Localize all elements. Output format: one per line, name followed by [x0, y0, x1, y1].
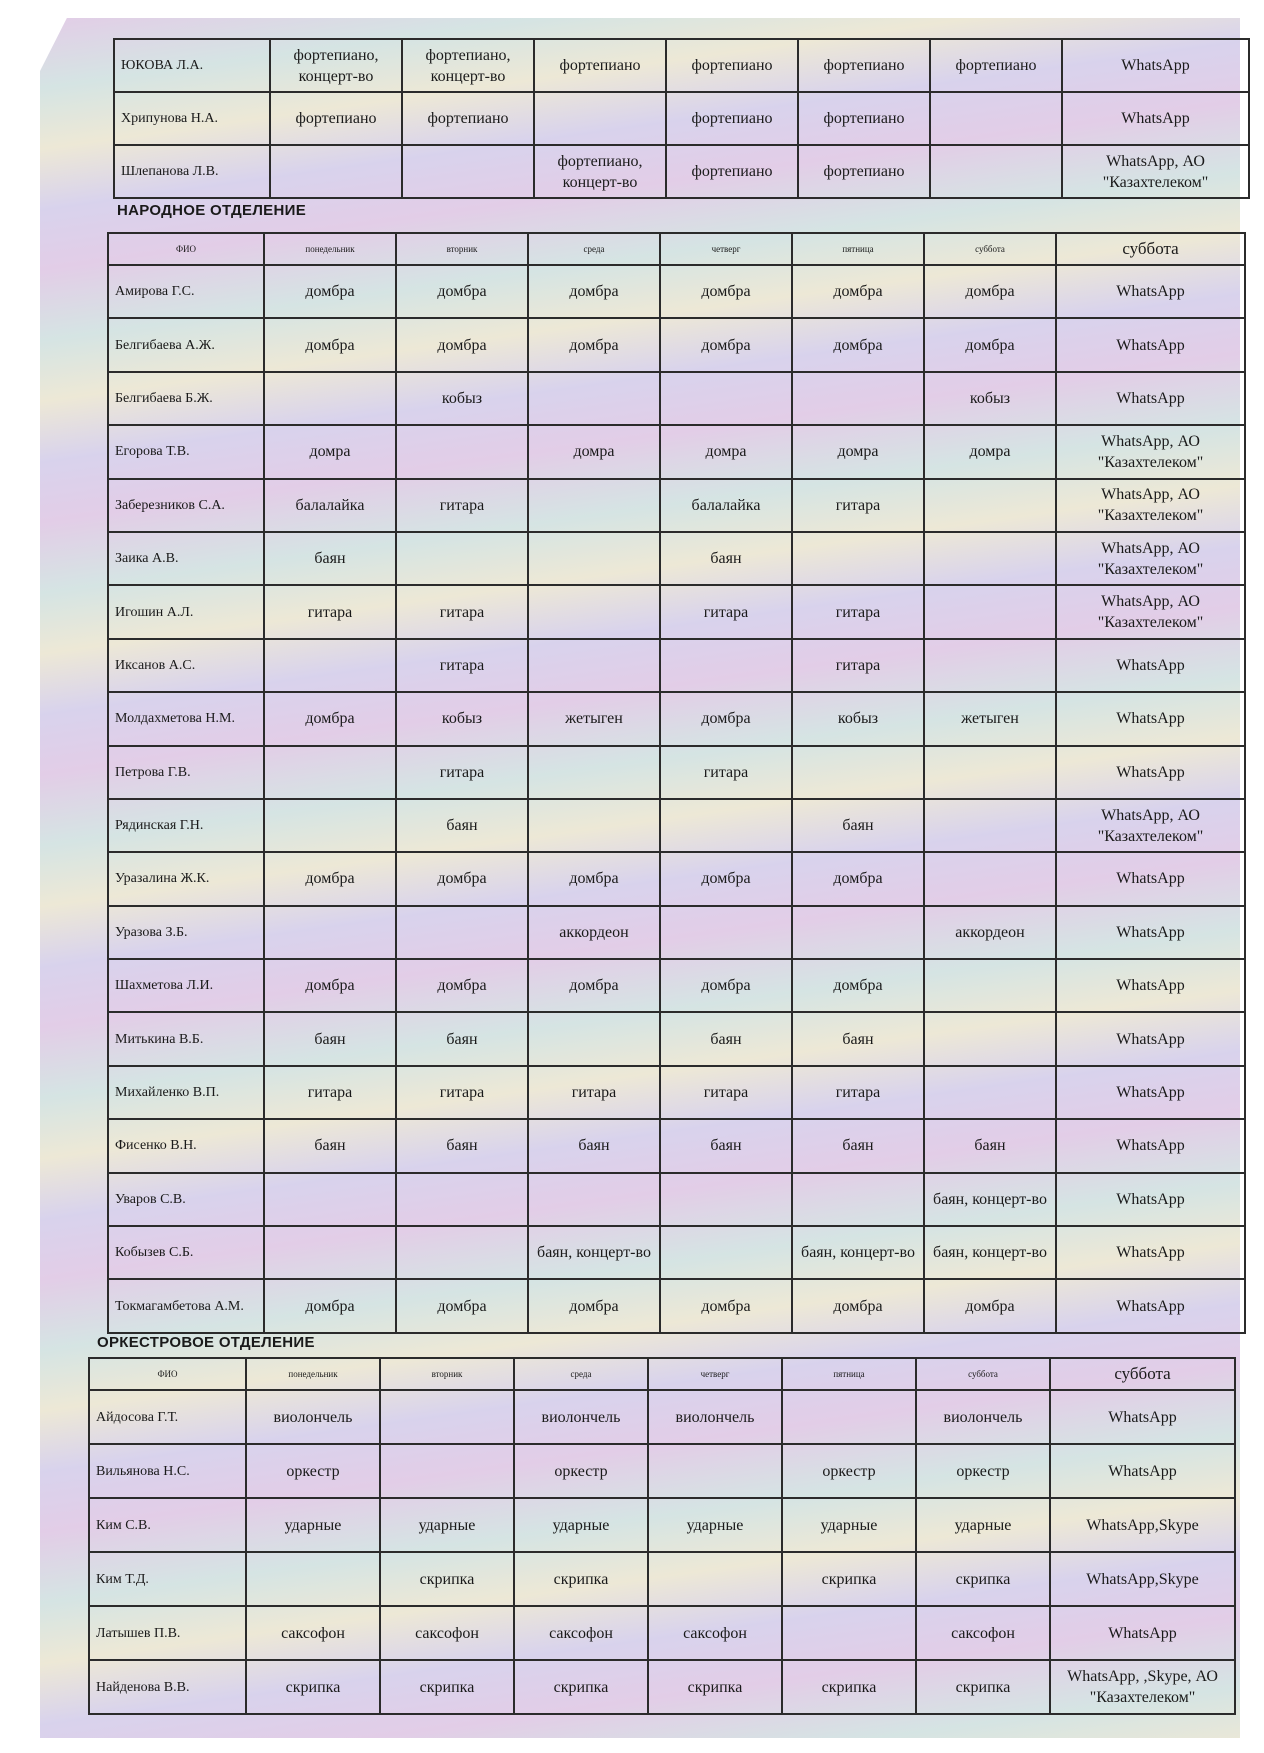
- schedule-cell: [924, 639, 1056, 692]
- schedule-cell: [396, 906, 528, 959]
- table-row: [108, 906, 1245, 959]
- schedule-cell: домбра: [660, 1279, 792, 1332]
- schedule-cell: гитара: [396, 1066, 528, 1119]
- schedule-cell: домбра: [264, 692, 396, 745]
- schedule-cell: домбра: [924, 1279, 1056, 1332]
- schedule-cell: [264, 1173, 396, 1226]
- platform-cell: WhatsApp, АО "Казахтелеком": [1056, 585, 1245, 638]
- schedule-cell: ударные: [246, 1498, 380, 1552]
- platform-cell: WhatsApp,Skype: [1050, 1552, 1235, 1606]
- schedule-cell: [528, 639, 660, 692]
- column-header: вторник: [396, 233, 528, 265]
- schedule-cell: домра: [924, 425, 1056, 478]
- schedule-cell: ударные: [648, 1498, 782, 1552]
- schedule-cell: [648, 1444, 782, 1498]
- table-row: [108, 318, 1245, 371]
- schedule-cell: ударные: [380, 1498, 514, 1552]
- schedule-cell: виолончель: [648, 1390, 782, 1444]
- schedule-cell: домбра: [660, 318, 792, 371]
- teacher-name-cell: Фисенко В.Н.: [108, 1119, 264, 1172]
- teacher-name-cell: Ким Т.Д.: [89, 1552, 246, 1606]
- schedule-cell: скрипка: [246, 1660, 380, 1714]
- teacher-name-cell: Петрова Г.В.: [108, 746, 264, 799]
- platform-cell: WhatsApp: [1056, 852, 1245, 905]
- teacher-name-cell: Шахметова Л.И.: [108, 959, 264, 1012]
- schedule-cell: оркестр: [782, 1444, 916, 1498]
- schedule-cell: виолончель: [514, 1390, 648, 1444]
- schedule-cell: баян, концерт-во: [792, 1226, 924, 1279]
- schedule-cell: [528, 1173, 660, 1226]
- table-row: [114, 92, 1249, 145]
- teacher-name-cell: Заика А.В.: [108, 532, 264, 585]
- table-row: [108, 425, 1245, 478]
- column-header: понедельник: [246, 1358, 380, 1390]
- schedule-cell: [792, 532, 924, 585]
- schedule-cell: [264, 906, 396, 959]
- schedule-cell: гитара: [660, 746, 792, 799]
- column-header: пятница: [792, 233, 924, 265]
- table-row: [114, 145, 1249, 198]
- schedule-cell: [528, 1012, 660, 1065]
- schedule-cell: домра: [792, 425, 924, 478]
- table-row: [108, 1066, 1245, 1119]
- schedule-cell: кобыз: [396, 372, 528, 425]
- schedule-cell: домбра: [792, 959, 924, 1012]
- schedule-cell: кобыз: [792, 692, 924, 745]
- schedule-cell: гитара: [792, 1066, 924, 1119]
- teacher-name-cell: Заберезников С.А.: [108, 479, 264, 532]
- schedule-cell: жетыген: [924, 692, 1056, 745]
- platform-cell: WhatsApp: [1056, 1226, 1245, 1279]
- schedule-cell: домбра: [396, 318, 528, 371]
- schedule-cell: [528, 479, 660, 532]
- schedule-cell: домбра: [792, 265, 924, 318]
- schedule-cell: домбра: [264, 959, 396, 1012]
- column-header: среда: [514, 1358, 648, 1390]
- schedule-cell: домра: [528, 425, 660, 478]
- table-row: [108, 585, 1245, 638]
- column-header: суббота: [924, 233, 1056, 265]
- schedule-cell: [264, 746, 396, 799]
- schedule-cell: [930, 92, 1062, 145]
- schedule-cell: [792, 746, 924, 799]
- teacher-name-cell: Вильянова Н.С.: [89, 1444, 246, 1498]
- schedule-cell: [396, 425, 528, 478]
- column-header: ФИО: [108, 233, 264, 265]
- schedule-cell: домбра: [396, 1279, 528, 1332]
- schedule-cell: домбра: [660, 852, 792, 905]
- schedule-cell: фортепиано: [666, 92, 798, 145]
- platform-cell: WhatsApp: [1062, 92, 1249, 145]
- table-row: [108, 799, 1245, 852]
- schedule-cell: [264, 1226, 396, 1279]
- schedule-cell: [924, 1066, 1056, 1119]
- platform-cell: WhatsApp: [1050, 1444, 1235, 1498]
- schedule-cell: [660, 799, 792, 852]
- teacher-name-cell: Егорова Т.В.: [108, 425, 264, 478]
- teacher-name-cell: Амирова Г.С.: [108, 265, 264, 318]
- schedule-cell: [246, 1552, 380, 1606]
- teacher-name-cell: Уразалина Ж.К.: [108, 852, 264, 905]
- schedule-cell: жетыген: [528, 692, 660, 745]
- column-header: суббота: [1056, 233, 1245, 265]
- schedule-cell: домбра: [924, 318, 1056, 371]
- schedule-cell: [782, 1606, 916, 1660]
- schedule-cell: [792, 906, 924, 959]
- schedule-cell: [528, 799, 660, 852]
- table-row: [89, 1660, 1235, 1714]
- schedule-cell: кобыз: [396, 692, 528, 745]
- table-row: [108, 746, 1245, 799]
- schedule-cell: [648, 1552, 782, 1606]
- schedule-cell: [660, 372, 792, 425]
- table-row: [108, 479, 1245, 532]
- schedule-cell: фортепиано: [270, 92, 402, 145]
- table-row: [89, 1444, 1235, 1498]
- table-row: [114, 39, 1249, 92]
- table-row: [108, 1119, 1245, 1172]
- schedule-cell: [660, 906, 792, 959]
- platform-cell: WhatsApp, АО "Казахтелеком": [1056, 532, 1245, 585]
- platform-cell: WhatsApp, АО "Казахтелеком": [1056, 799, 1245, 852]
- schedule-cell: [396, 1226, 528, 1279]
- platform-cell: WhatsApp: [1056, 318, 1245, 371]
- schedule-cell: баян: [264, 1119, 396, 1172]
- schedule-cell: скрипка: [916, 1552, 1050, 1606]
- schedule-cell: скрипка: [380, 1660, 514, 1714]
- table-row: [108, 959, 1245, 1012]
- schedule-cell: [930, 145, 1062, 198]
- schedule-cell: гитара: [660, 1066, 792, 1119]
- schedule-cell: виолончель: [246, 1390, 380, 1444]
- table-row: [108, 852, 1245, 905]
- schedule-cell: баян: [924, 1119, 1056, 1172]
- schedule-cell: баян: [528, 1119, 660, 1172]
- folk-section-title: НАРОДНОЕ ОТДЕЛЕНИЕ: [117, 202, 306, 219]
- schedule-cell: гитара: [660, 585, 792, 638]
- schedule-cell: домбра: [660, 265, 792, 318]
- teacher-name-cell: Хрипунова Н.А.: [114, 92, 270, 145]
- schedule-cell: гитара: [792, 585, 924, 638]
- piano-table-continued: [113, 38, 1250, 199]
- teacher-name-cell: Уразова З.Б.: [108, 906, 264, 959]
- schedule-cell: виолончель: [916, 1390, 1050, 1444]
- schedule-cell: баян: [396, 1012, 528, 1065]
- schedule-cell: [792, 372, 924, 425]
- schedule-cell: баян, концерт-во: [528, 1226, 660, 1279]
- column-header: суббота: [916, 1358, 1050, 1390]
- schedule-cell: [270, 145, 402, 198]
- schedule-cell: домбра: [792, 318, 924, 371]
- table-row: [89, 1390, 1235, 1444]
- schedule-cell: [264, 639, 396, 692]
- platform-cell: WhatsApp: [1056, 1173, 1245, 1226]
- table-row: [108, 639, 1245, 692]
- table-row: [108, 1279, 1245, 1332]
- column-header: суббота: [1050, 1358, 1235, 1390]
- schedule-cell: скрипка: [514, 1660, 648, 1714]
- schedule-cell: баян: [792, 799, 924, 852]
- schedule-cell: фортепиано: [798, 39, 930, 92]
- teacher-name-cell: Уваров С.В.: [108, 1173, 264, 1226]
- column-header: четверг: [660, 233, 792, 265]
- schedule-cell: гитара: [396, 479, 528, 532]
- schedule-cell: домбра: [528, 265, 660, 318]
- schedule-cell: [264, 372, 396, 425]
- schedule-cell: [396, 1173, 528, 1226]
- schedule-cell: баян: [660, 532, 792, 585]
- schedule-cell: фортепиано: [798, 145, 930, 198]
- schedule-cell: баян: [792, 1119, 924, 1172]
- schedule-cell: [924, 585, 1056, 638]
- schedule-cell: гитара: [396, 585, 528, 638]
- platform-cell: WhatsApp: [1056, 1119, 1245, 1172]
- schedule-cell: домбра: [792, 1279, 924, 1332]
- schedule-cell: гитара: [264, 585, 396, 638]
- schedule-cell: гитара: [264, 1066, 396, 1119]
- schedule-cell: [792, 1173, 924, 1226]
- platform-cell: WhatsApp: [1050, 1390, 1235, 1444]
- schedule-cell: баян: [264, 1012, 396, 1065]
- schedule-cell: [528, 532, 660, 585]
- platform-cell: WhatsApp,Skype: [1050, 1498, 1235, 1552]
- schedule-cell: саксофон: [916, 1606, 1050, 1660]
- platform-cell: WhatsApp: [1056, 639, 1245, 692]
- schedule-cell: домбра: [396, 959, 528, 1012]
- schedule-cell: домбра: [264, 318, 396, 371]
- schedule-cell: балалайка: [264, 479, 396, 532]
- schedule-cell: [402, 145, 534, 198]
- platform-cell: WhatsApp: [1056, 959, 1245, 1012]
- schedule-cell: баян: [396, 1119, 528, 1172]
- schedule-cell: гитара: [792, 639, 924, 692]
- column-header: ФИО: [89, 1358, 246, 1390]
- schedule-cell: фортепиано: [534, 39, 666, 92]
- table-row: [108, 265, 1245, 318]
- column-header: понедельник: [264, 233, 396, 265]
- teacher-name-cell: Михайленко В.П.: [108, 1066, 264, 1119]
- schedule-cell: оркестр: [916, 1444, 1050, 1498]
- schedule-cell: саксофон: [514, 1606, 648, 1660]
- teacher-name-cell: Латышев П.В.: [89, 1606, 246, 1660]
- schedule-cell: ударные: [782, 1498, 916, 1552]
- schedule-cell: фортепиано, концерт-во: [402, 39, 534, 92]
- teacher-name-cell: Токмагамбетова А.М.: [108, 1279, 264, 1332]
- platform-cell: WhatsApp: [1062, 39, 1249, 92]
- schedule-cell: [380, 1444, 514, 1498]
- teacher-name-cell: Иксанов А.С.: [108, 639, 264, 692]
- schedule-cell: [528, 372, 660, 425]
- folded-corner: [0, 0, 76, 150]
- schedule-cell: фортепиано: [798, 92, 930, 145]
- schedule-cell: гитара: [396, 639, 528, 692]
- schedule-cell: саксофон: [380, 1606, 514, 1660]
- schedule-cell: [924, 746, 1056, 799]
- schedule-cell: [924, 532, 1056, 585]
- schedule-cell: оркестр: [246, 1444, 380, 1498]
- schedule-cell: баян: [264, 532, 396, 585]
- platform-cell: WhatsApp: [1050, 1606, 1235, 1660]
- teacher-name-cell: Ким С.В.: [89, 1498, 246, 1552]
- folk-schedule-table: [107, 232, 1246, 1334]
- schedule-cell: скрипка: [782, 1552, 916, 1606]
- schedule-cell: фортепиано: [666, 145, 798, 198]
- schedule-cell: домбра: [264, 852, 396, 905]
- schedule-cell: [660, 1173, 792, 1226]
- table-row: [89, 1606, 1235, 1660]
- teacher-name-cell: Белгибаева Б.Ж.: [108, 372, 264, 425]
- schedule-cell: баян: [660, 1119, 792, 1172]
- schedule-cell: [924, 799, 1056, 852]
- schedule-cell: баян: [792, 1012, 924, 1065]
- schedule-cell: домбра: [264, 265, 396, 318]
- schedule-cell: домбра: [396, 852, 528, 905]
- teacher-name-cell: Митькина В.Б.: [108, 1012, 264, 1065]
- platform-cell: WhatsApp, АО "Казахтелеком": [1056, 479, 1245, 532]
- table-row: [108, 372, 1245, 425]
- teacher-name-cell: Белгибаева А.Ж.: [108, 318, 264, 371]
- schedule-cell: фортепиано, концерт-во: [270, 39, 402, 92]
- table-row: [89, 1498, 1235, 1552]
- column-header: пятница: [782, 1358, 916, 1390]
- platform-cell: WhatsApp: [1056, 265, 1245, 318]
- schedule-cell: [534, 92, 666, 145]
- schedule-cell: домбра: [660, 959, 792, 1012]
- platform-cell: WhatsApp: [1056, 1066, 1245, 1119]
- schedule-cell: скрипка: [782, 1660, 916, 1714]
- schedule-cell: фортепиано: [930, 39, 1062, 92]
- schedule-cell: [782, 1390, 916, 1444]
- schedule-cell: [924, 479, 1056, 532]
- schedule-cell: домбра: [528, 959, 660, 1012]
- table-row: [89, 1552, 1235, 1606]
- table-row: [108, 1226, 1245, 1279]
- schedule-cell: кобыз: [924, 372, 1056, 425]
- schedule-cell: ударные: [916, 1498, 1050, 1552]
- header-row: [89, 1358, 1235, 1390]
- platform-cell: WhatsApp: [1056, 906, 1245, 959]
- teacher-name-cell: ЮКОВА Л.А.: [114, 39, 270, 92]
- schedule-cell: [264, 799, 396, 852]
- table-row: [108, 1012, 1245, 1065]
- column-header: четверг: [648, 1358, 782, 1390]
- teacher-name-cell: Найденова В.В.: [89, 1660, 246, 1714]
- schedule-cell: саксофон: [648, 1606, 782, 1660]
- schedule-cell: баян: [660, 1012, 792, 1065]
- schedule-cell: домра: [264, 425, 396, 478]
- schedule-cell: баян, концерт-во: [924, 1226, 1056, 1279]
- schedule-cell: [660, 639, 792, 692]
- orchestra-section-title: ОРКЕСТРОВОЕ ОТДЕЛЕНИЕ: [97, 1334, 315, 1351]
- schedule-cell: фортепиано, концерт-во: [534, 145, 666, 198]
- schedule-cell: домбра: [792, 852, 924, 905]
- schedule-cell: ударные: [514, 1498, 648, 1552]
- schedule-cell: гитара: [396, 746, 528, 799]
- schedule-cell: скрипка: [648, 1660, 782, 1714]
- platform-cell: WhatsApp, АО "Казахтелеком": [1062, 145, 1249, 198]
- schedule-cell: скрипка: [380, 1552, 514, 1606]
- schedule-cell: фортепиано: [666, 39, 798, 92]
- header-row: [108, 233, 1245, 265]
- schedule-cell: [924, 852, 1056, 905]
- platform-cell: WhatsApp: [1056, 692, 1245, 745]
- schedule-cell: домбра: [924, 265, 1056, 318]
- schedule-cell: [396, 532, 528, 585]
- table-row: [108, 692, 1245, 745]
- teacher-name-cell: Шлепанова Л.В.: [114, 145, 270, 198]
- schedule-cell: домбра: [528, 318, 660, 371]
- schedule-cell: домра: [660, 425, 792, 478]
- platform-cell: WhatsApp: [1056, 746, 1245, 799]
- table-row: [108, 1173, 1245, 1226]
- teacher-name-cell: Айдосова Г.Т.: [89, 1390, 246, 1444]
- schedule-cell: гитара: [792, 479, 924, 532]
- schedule-cell: аккордеон: [924, 906, 1056, 959]
- schedule-cell: домбра: [264, 1279, 396, 1332]
- column-header: вторник: [380, 1358, 514, 1390]
- schedule-cell: балалайка: [660, 479, 792, 532]
- schedule-cell: [380, 1390, 514, 1444]
- schedule-cell: [660, 1226, 792, 1279]
- platform-cell: WhatsApp: [1056, 372, 1245, 425]
- table-row: [108, 532, 1245, 585]
- teacher-name-cell: Рядинская Г.Н.: [108, 799, 264, 852]
- schedule-cell: саксофон: [246, 1606, 380, 1660]
- schedule-cell: [528, 746, 660, 799]
- teacher-name-cell: Игошин А.Л.: [108, 585, 264, 638]
- schedule-cell: [528, 585, 660, 638]
- orchestra-schedule-table: [88, 1357, 1236, 1715]
- schedule-cell: аккордеон: [528, 906, 660, 959]
- schedule-cell: [924, 959, 1056, 1012]
- platform-cell: WhatsApp: [1056, 1279, 1245, 1332]
- schedule-cell: баян: [396, 799, 528, 852]
- column-header: среда: [528, 233, 660, 265]
- schedule-cell: баян, концерт-во: [924, 1173, 1056, 1226]
- schedule-cell: домбра: [660, 692, 792, 745]
- platform-cell: WhatsApp, ,Skype, АО "Казахтелеком": [1050, 1660, 1235, 1714]
- teacher-name-cell: Молдахметова Н.М.: [108, 692, 264, 745]
- platform-cell: WhatsApp: [1056, 1012, 1245, 1065]
- schedule-cell: оркестр: [514, 1444, 648, 1498]
- schedule-cell: гитара: [528, 1066, 660, 1119]
- schedule-cell: скрипка: [916, 1660, 1050, 1714]
- teacher-name-cell: Кобызев С.Б.: [108, 1226, 264, 1279]
- schedule-cell: скрипка: [514, 1552, 648, 1606]
- schedule-cell: домбра: [396, 265, 528, 318]
- schedule-cell: домбра: [528, 852, 660, 905]
- schedule-cell: фортепиано: [402, 92, 534, 145]
- schedule-cell: [924, 1012, 1056, 1065]
- schedule-cell: домбра: [528, 1279, 660, 1332]
- platform-cell: WhatsApp, АО "Казахтелеком": [1056, 425, 1245, 478]
